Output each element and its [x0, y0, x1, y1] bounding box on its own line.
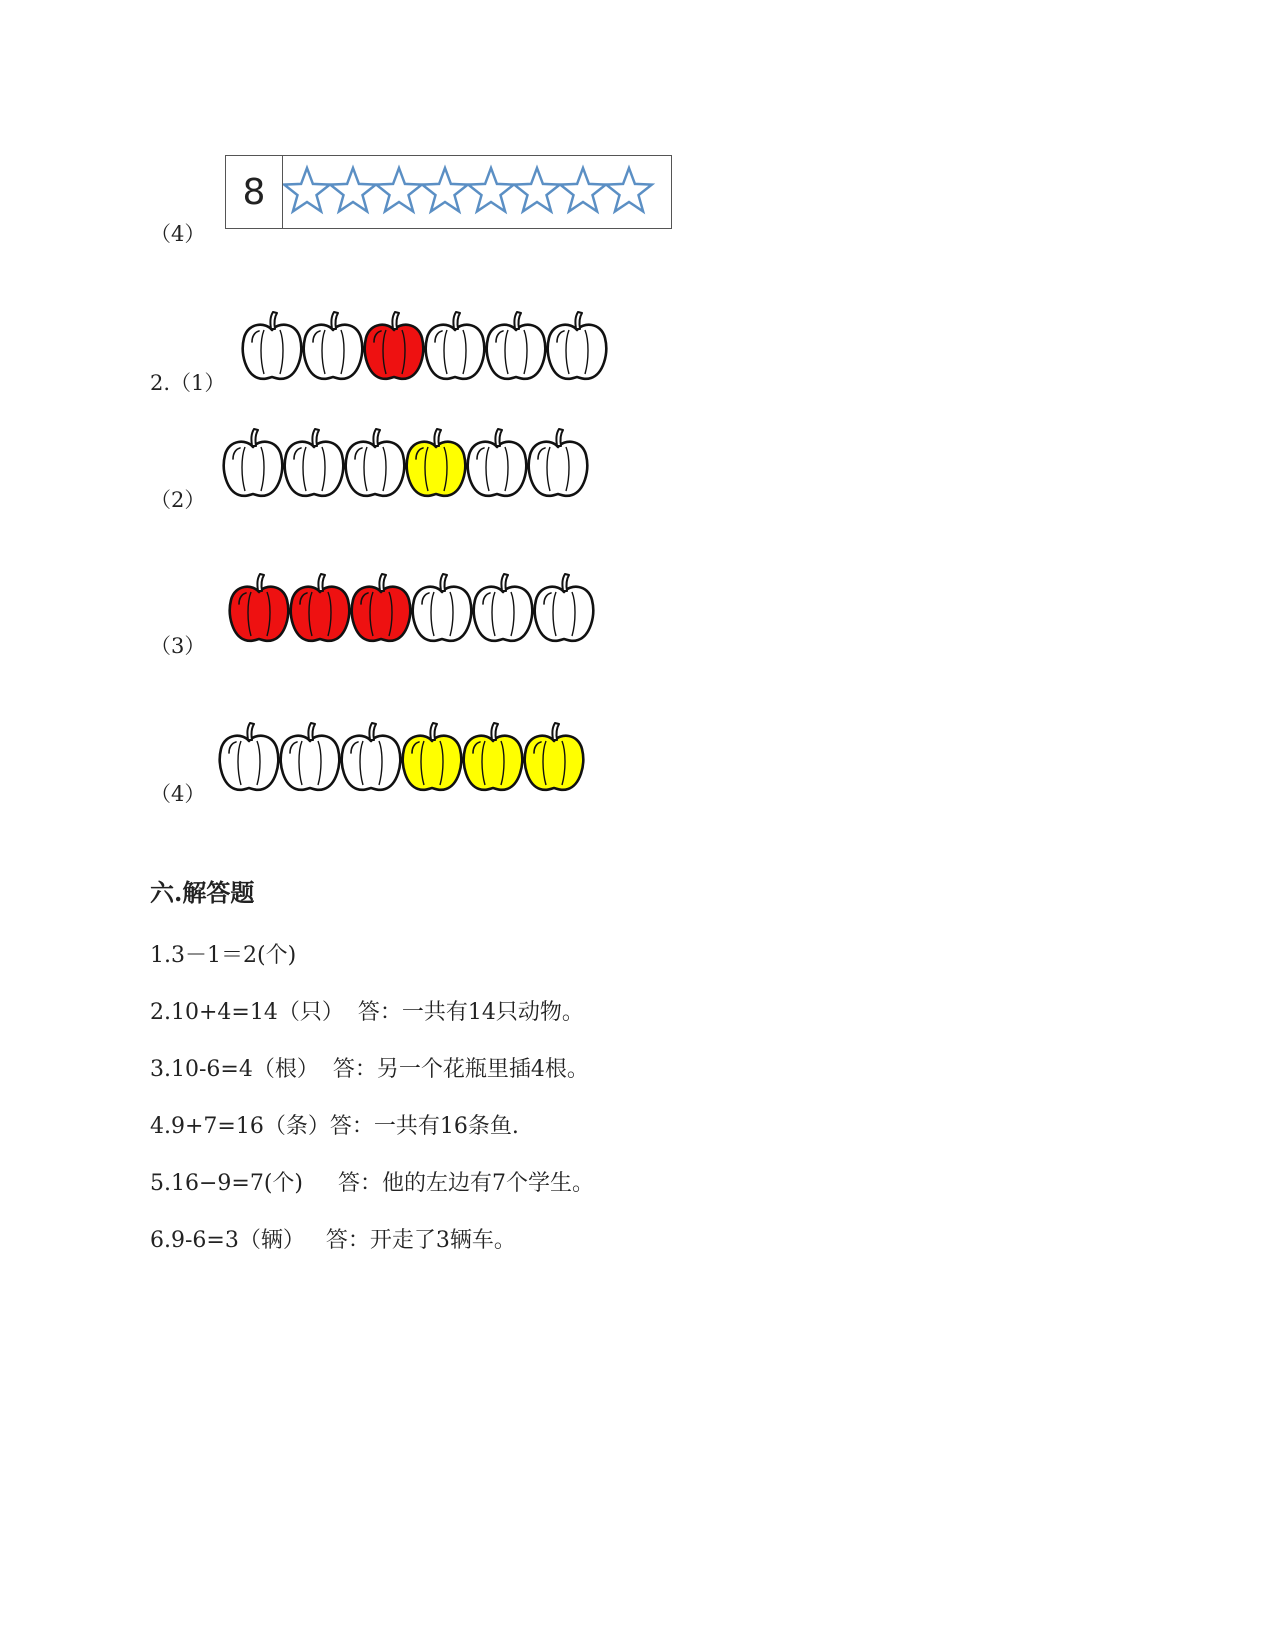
star-item-label: （4）	[150, 222, 206, 246]
star-box	[225, 155, 672, 229]
star-icon	[330, 168, 376, 211]
apple-icon-yellow	[522, 719, 586, 795]
apple-icon-red	[288, 570, 352, 646]
apple-icon-white	[343, 425, 407, 501]
answer-2: 2.10+4=14（只） 答：一共有14只动物。	[150, 1000, 584, 1025]
answer-1: 1.3－1＝2(个)	[150, 943, 297, 968]
star-icon	[422, 168, 468, 211]
apple-icon-white	[339, 719, 403, 795]
star-icon	[468, 168, 514, 211]
apple-item-label-3: （3）	[150, 634, 206, 658]
star-icon	[284, 168, 330, 211]
answer-5: 5.16−9=7(个) 答：他的左边有7个学生。	[150, 1171, 594, 1196]
star-row	[283, 156, 671, 228]
apple-icon-white	[532, 570, 596, 646]
star-box-number: 8	[226, 156, 283, 228]
apple-icon-white	[423, 308, 487, 384]
answer-6: 6.9-6=3（辆） 答：开走了3辆车。	[150, 1228, 516, 1253]
star-icon	[376, 168, 422, 211]
apple-icon-white	[465, 425, 529, 501]
apple-item-label-1: 2.（1）	[150, 371, 226, 395]
apple-icon-white	[526, 425, 590, 501]
answer-3: 3.10-6=4（根） 答：另一个花瓶里插4根。	[150, 1057, 589, 1082]
apple-icon-red	[362, 308, 426, 384]
apple-icon-yellow	[404, 425, 468, 501]
apple-icon-white	[301, 308, 365, 384]
apple-icon-white	[471, 570, 535, 646]
apple-item-label-4: （4）	[150, 782, 206, 806]
apple-icon-white	[217, 719, 281, 795]
apple-icon-white	[240, 308, 304, 384]
apple-icon-white	[545, 308, 609, 384]
star-icon	[606, 168, 652, 211]
apple-item-label-2: （2）	[150, 488, 206, 512]
apple-icon-yellow	[461, 719, 525, 795]
apple-icon-yellow	[400, 719, 464, 795]
apple-icon-white	[282, 425, 346, 501]
answer-4: 4.9+7=16（条）答：一共有16条鱼.	[150, 1114, 519, 1139]
apple-icon-white	[278, 719, 342, 795]
star-icon	[560, 168, 606, 211]
apple-icon-white	[410, 570, 474, 646]
apple-icon-white	[484, 308, 548, 384]
apple-icon-red	[227, 570, 291, 646]
apple-icon-white	[221, 425, 285, 501]
apple-icon-red	[349, 570, 413, 646]
section-title: 六.解答题	[150, 878, 255, 907]
star-icon	[514, 168, 560, 211]
